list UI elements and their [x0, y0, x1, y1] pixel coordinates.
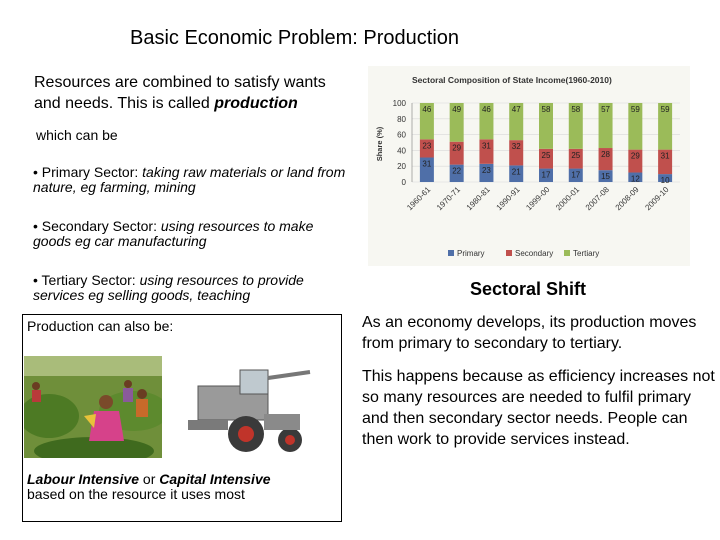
intro-line-2-prefix: and needs. This is called: [34, 95, 215, 112]
y-tick-label: 40: [397, 146, 406, 156]
data-label: 23: [481, 165, 491, 175]
data-label: 28: [601, 150, 611, 160]
y-tick-label: 80: [397, 114, 406, 124]
data-label: 23: [422, 141, 432, 151]
data-label: 31: [660, 151, 670, 161]
labour-capital-caption: [27, 472, 327, 502]
intro-text: [34, 72, 374, 114]
or-text: or: [139, 471, 160, 487]
sectoral-shift-paragraph-1: As an economy develops, its production moves from primary to secondary to tertiary.: [362, 314, 697, 352]
x-tick-label: 2008-09: [613, 185, 641, 213]
sector-description: taking raw materials or land from nature, eg farming, mining: [33, 164, 346, 195]
data-label: 17: [541, 170, 551, 180]
x-tick-label: 1970-71: [434, 185, 463, 213]
data-label: 32: [511, 142, 521, 152]
production-box-title: Production can also be:: [27, 318, 174, 334]
chart-title: Sectoral Composition of State Income(1960-2010): [412, 75, 612, 85]
intro-line-1: Resources are combined to satisfy wants: [34, 74, 326, 91]
x-tick-label: 1960-61: [405, 185, 433, 213]
data-label: 47: [511, 105, 521, 114]
y-tick-label: 20: [397, 162, 406, 172]
x-tick-label: 1990-91: [494, 185, 522, 213]
labour-intensive-term: Labour Intensive: [27, 471, 140, 487]
which-can-be-text: which can be: [36, 127, 118, 143]
data-label: 49: [452, 105, 462, 114]
y-tick-label: 100: [392, 99, 406, 108]
data-label: 31: [481, 141, 491, 151]
data-label: 22: [452, 166, 462, 176]
x-tick-label: 1980-81: [464, 185, 492, 213]
x-tick-label: 2009-10: [643, 185, 671, 213]
intro-line-2: [34, 93, 374, 114]
x-tick-label: 1999-00: [524, 185, 552, 213]
sector-description: using resources to provide services eg selling goods, teaching: [33, 272, 304, 303]
x-tick-label: 2007-08: [583, 185, 611, 213]
data-label: 29: [452, 143, 462, 153]
sector-name: • Secondary Sector:: [33, 218, 161, 234]
data-label: 58: [571, 105, 581, 114]
y-axis-label: Share (%): [375, 126, 384, 162]
y-tick-label: 0: [401, 178, 406, 187]
data-label: 59: [660, 105, 670, 114]
production-term: production: [214, 95, 298, 112]
data-label: 46: [481, 105, 491, 114]
legend-label: Primary: [457, 249, 485, 258]
data-label: 25: [571, 150, 581, 160]
sector-name: • Tertiary Sector:: [33, 272, 140, 288]
data-label: 31: [422, 159, 432, 169]
data-label: 46: [422, 105, 432, 114]
secondary-sector-bullet: [33, 219, 353, 249]
primary-sector-bullet: [33, 165, 353, 195]
caption-rest: based on the resource it uses most: [27, 486, 245, 502]
data-label: 29: [630, 151, 640, 161]
data-label: 15: [601, 172, 611, 182]
tertiary-sector-bullet: [33, 273, 353, 303]
capital-intensive-term: Capital Intensive: [159, 471, 271, 487]
data-label: 10: [660, 176, 670, 186]
data-label: 21: [511, 167, 521, 177]
labour-intensive-photo: [24, 356, 162, 458]
sectoral-shift-heading: Sectoral Shift: [470, 279, 587, 299]
x-tick-label: 2000-01: [554, 185, 582, 213]
legend-swatch: [448, 250, 454, 256]
legend-swatch: [564, 250, 570, 256]
data-label: 12: [630, 174, 640, 184]
y-tick-label: 60: [397, 130, 406, 140]
sector-description: using resources to make goods eg car manufacturing: [33, 218, 314, 249]
slide-title: Basic Economic Problem: Production: [130, 27, 460, 49]
capital-intensive-harvester-image: [188, 364, 320, 462]
sectoral-shift-paragraph-2: This happens because as efficiency increases not so many resources are needed to fulfil primary and then secondary sector needs. People can then work to provide services instead.: [362, 368, 715, 448]
data-label: 57: [601, 105, 611, 114]
legend-label: Tertiary: [573, 249, 600, 258]
legend-swatch: [506, 250, 512, 256]
legend-label: Secondary: [515, 249, 554, 258]
data-label: 58: [541, 105, 551, 114]
data-label: 17: [571, 170, 581, 180]
data-label: 25: [541, 150, 551, 160]
data-label: 59: [630, 105, 640, 114]
sectoral-composition-chart: [368, 66, 690, 266]
sector-name: • Primary Sector:: [33, 164, 143, 180]
